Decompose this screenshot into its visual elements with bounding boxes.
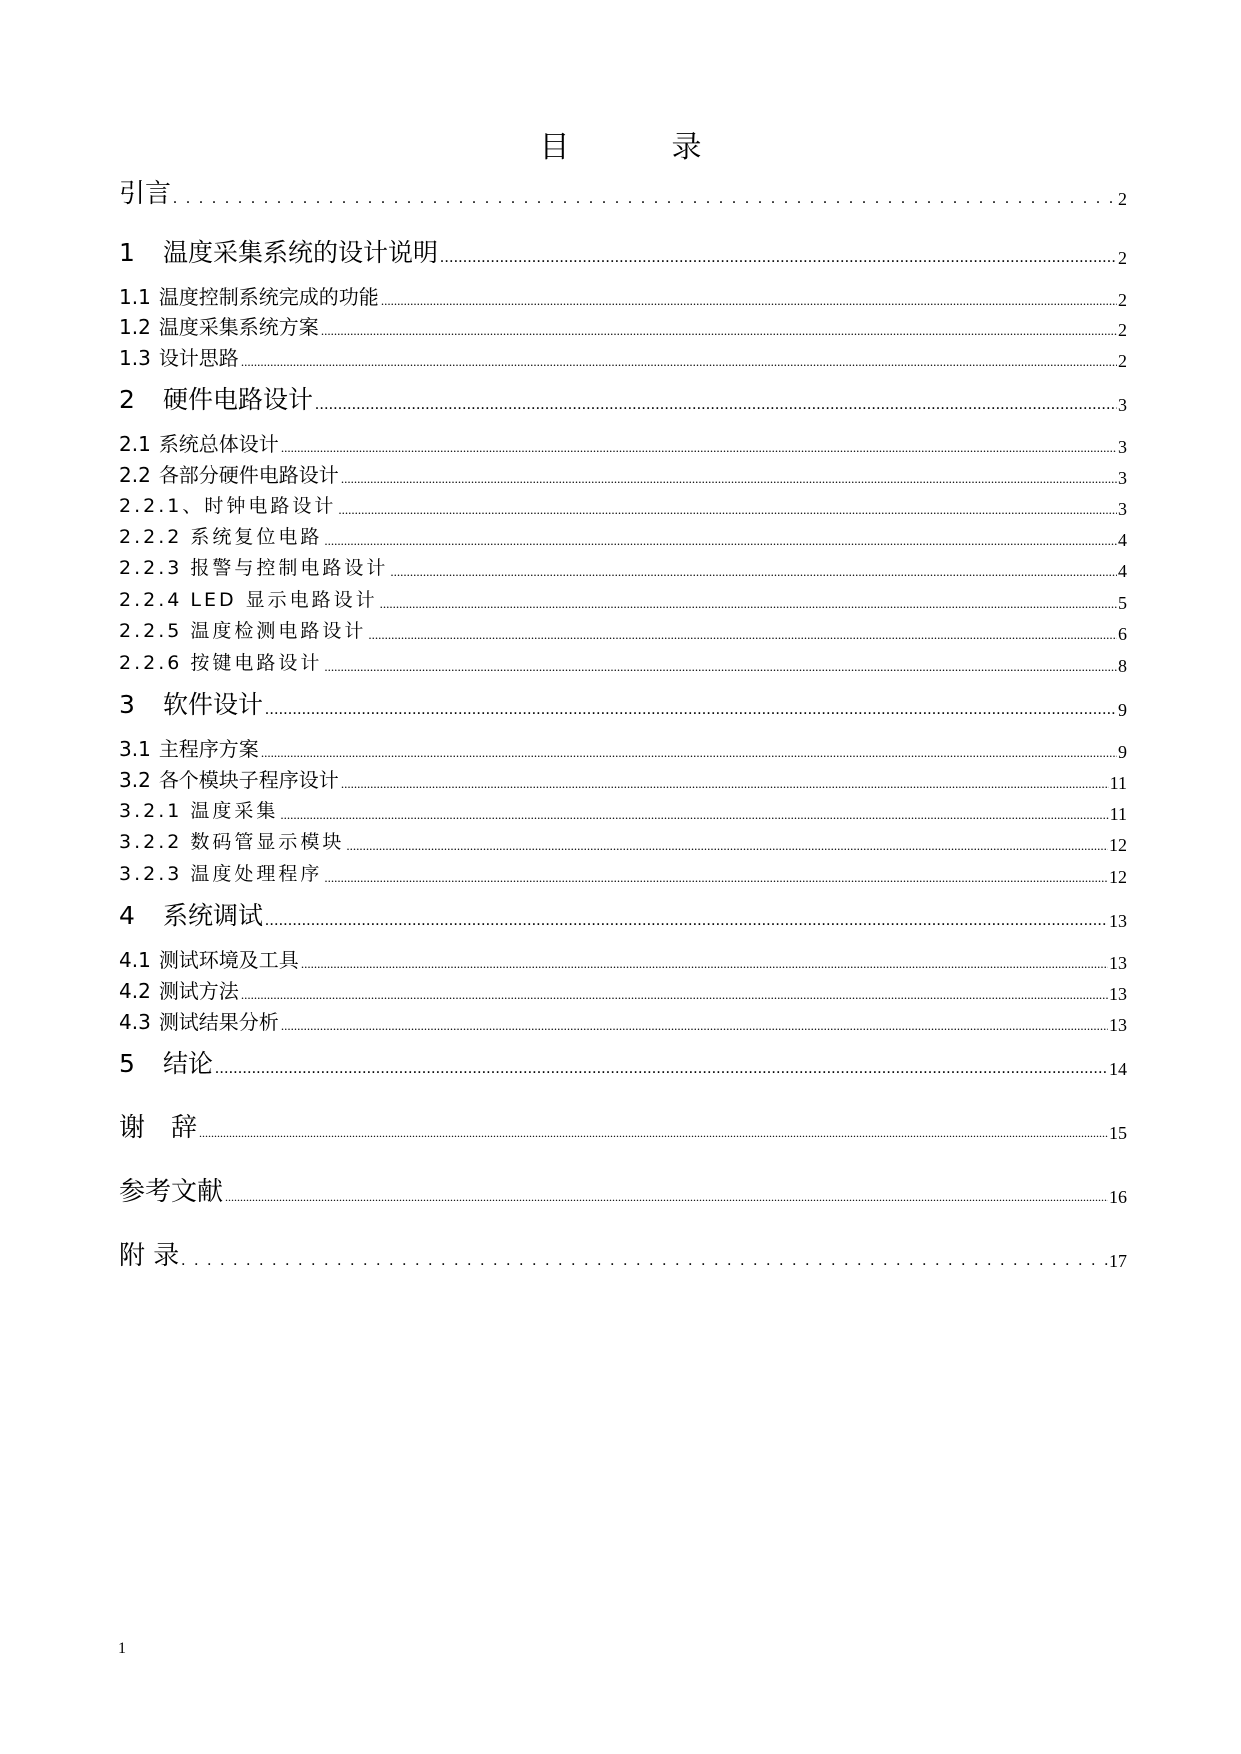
toc-leader-dots — [380, 595, 1117, 613]
toc-entry[interactable] — [119, 493, 1127, 519]
toc-entry[interactable] — [119, 1112, 1127, 1144]
toc-page-number: 2 — [1118, 248, 1127, 268]
toc-entry[interactable] — [119, 767, 1127, 793]
toc-entry[interactable] — [119, 178, 1127, 210]
toc-entry-text: LED 显示电路设计 — [190, 589, 378, 611]
toc-leader-dots — [381, 292, 1117, 310]
toc-entry-number: 3.2.2 — [119, 831, 183, 853]
toc-entry-number: 3 — [119, 690, 135, 719]
toc-leader-dots — [440, 247, 1117, 269]
toc-title: 目 录 — [539, 130, 738, 165]
toc-page-number: 13 — [1109, 953, 1127, 973]
toc-page-number: 2 — [1118, 189, 1127, 209]
toc-leader-dots — [265, 910, 1108, 932]
toc-entry-text: 系统复位电路 — [190, 526, 323, 548]
toc-entry-number: 2.2.2 — [119, 526, 183, 548]
toc-page-number: 6 — [1118, 624, 1127, 644]
toc-entry-text: 测试环境及工具 — [158, 948, 299, 972]
toc-page-number: 9 — [1118, 700, 1127, 720]
toc-entry-text: 温度采集系统方案 — [158, 315, 319, 339]
toc-leader-dots — [324, 869, 1108, 887]
toc-entry-number: 2.2 — [119, 463, 151, 487]
toc-entry-text: 温度采集 — [190, 800, 279, 822]
toc-entry[interactable] — [119, 650, 1127, 676]
toc-entry-number: 4.1 — [119, 948, 151, 972]
toc-entry[interactable] — [119, 689, 1127, 721]
toc-entry-text: 设计思路 — [158, 346, 239, 370]
toc-leader-dots — [390, 563, 1117, 581]
toc-page-number: 12 — [1109, 867, 1127, 887]
toc-page-number: 12 — [1109, 835, 1127, 855]
toc-leader-dots — [281, 1017, 1108, 1035]
toc-entry-text: 系统调试 — [163, 901, 264, 930]
toc-entry-number: 2.2.6 — [119, 652, 183, 674]
toc-entry-text: 温度检测电路设计 — [190, 620, 367, 642]
toc-entry[interactable] — [119, 618, 1127, 644]
toc-page-number: 4 — [1118, 561, 1127, 581]
toc-entry-text: 按键电路设计 — [190, 652, 323, 674]
toc-leader-dots — [346, 837, 1108, 855]
toc-entry[interactable] — [119, 314, 1127, 340]
toc-page-number: 3 — [1118, 499, 1127, 519]
toc-entry-number: 2.2.4 — [119, 589, 183, 611]
toc-page-number: 16 — [1109, 1187, 1127, 1207]
toc-leader-dots — [225, 1186, 1108, 1208]
toc-entry[interactable] — [119, 345, 1127, 371]
toc-entry[interactable] — [119, 524, 1127, 550]
toc-leader-dots — [280, 806, 1108, 824]
toc-entry-number: 5 — [119, 1049, 135, 1078]
toc-entry-number: 3.2 — [119, 768, 151, 792]
toc-page-number: 4 — [1118, 530, 1127, 550]
toc-page-number: 3 — [1118, 437, 1127, 457]
toc-page-number: 3 — [1118, 395, 1127, 415]
toc-page-number: 2 — [1118, 290, 1127, 310]
toc-leader-dots — [315, 394, 1117, 416]
toc-entry[interactable] — [119, 1240, 1127, 1272]
toc-page-number: 17 — [1109, 1251, 1127, 1271]
toc-entry-text: 结论 — [163, 1049, 214, 1078]
toc-leader-dots — [324, 532, 1117, 550]
toc-page-number: 3 — [1118, 468, 1127, 488]
toc-entry-text: 软件设计 — [163, 690, 264, 719]
toc-entry-text: 系统总体设计 — [158, 432, 279, 456]
toc-leader-dots — [301, 955, 1108, 973]
page-number-footer: 1 — [118, 1640, 126, 1657]
toc-entry[interactable] — [119, 798, 1127, 824]
toc-entry[interactable] — [119, 900, 1127, 932]
toc-leader-dots — [241, 353, 1117, 371]
toc-entry-number: 2.2.1、 — [119, 495, 205, 517]
toc-page-number: 11 — [1109, 804, 1127, 824]
toc-leader-dots — [368, 626, 1117, 644]
toc-entry-number: 2.2.5 — [119, 620, 183, 642]
toc-entry-number: 2.2.3 — [119, 557, 183, 579]
toc-entry-text: 引言 — [119, 179, 172, 209]
toc-page-number: 14 — [1109, 1059, 1127, 1079]
toc-entry[interactable] — [119, 736, 1127, 762]
toc-entry-text: 参考文献 — [119, 1177, 224, 1207]
toc-entry-text: 附 录 — [119, 1241, 180, 1271]
toc-entry[interactable] — [119, 462, 1127, 488]
toc-entry-text: 时钟电路设计 — [204, 495, 337, 517]
toc-entry[interactable] — [119, 947, 1127, 973]
toc-entry-number: 1.2 — [119, 315, 151, 339]
toc-entry-number: 3.1 — [119, 737, 151, 761]
toc-entry-number: 4 — [119, 901, 135, 930]
toc-page-number: 9 — [1118, 742, 1127, 762]
toc-entry-number: 3.2.1 — [119, 800, 183, 822]
toc-leader-dots — [241, 986, 1108, 1004]
toc-page-number: 8 — [1118, 656, 1127, 676]
toc-entry-text: 温度采集系统的设计说明 — [163, 238, 439, 267]
toc-page-number: 2 — [1118, 320, 1127, 340]
toc-entry-number: 2.1 — [119, 432, 151, 456]
toc-entry-text: 硬件电路设计 — [163, 385, 314, 414]
toc-leader-dots — [199, 1122, 1108, 1144]
toc-entry-number: 1 — [119, 238, 135, 267]
toc-entry-number: 3.2.3 — [119, 863, 183, 885]
toc-page-number: 2 — [1118, 351, 1127, 371]
toc-entry[interactable] — [119, 978, 1127, 1004]
toc-entry-text: 测试结果分析 — [158, 1010, 279, 1034]
toc-entry-text: 各部分硬件电路设计 — [158, 463, 339, 487]
toc-page-number: 13 — [1109, 984, 1127, 1004]
toc-leader-dots — [215, 1058, 1108, 1080]
toc-page-number: 15 — [1109, 1123, 1127, 1143]
toc-entry-text: 谢 辞 — [119, 1113, 198, 1143]
toc-entry[interactable] — [119, 555, 1127, 581]
toc-entry-text: 数码管显示模块 — [190, 831, 345, 853]
toc-leader-dots — [281, 439, 1117, 457]
toc-entry-text: 主程序方案 — [158, 737, 259, 761]
toc-entry[interactable] — [119, 1048, 1127, 1080]
toc-leader-dots — [181, 1250, 1108, 1272]
toc-entry-number: 1.1 — [119, 285, 151, 309]
toc-entry-number: 4.3 — [119, 1010, 151, 1034]
toc-entry-number: 1.3 — [119, 346, 151, 370]
toc-entry[interactable] — [119, 1009, 1127, 1035]
toc-leader-dots — [173, 188, 1117, 210]
toc-leader-dots — [324, 658, 1117, 676]
toc-entry[interactable] — [119, 861, 1127, 887]
toc-page-number: 11 — [1109, 773, 1127, 793]
toc-entry-number: 2 — [119, 385, 135, 414]
toc-entry-text: 温度控制系统完成的功能 — [158, 285, 379, 309]
toc-page-number: 13 — [1109, 1015, 1127, 1035]
toc-entry[interactable] — [119, 587, 1127, 613]
toc-page-number: 5 — [1118, 593, 1127, 613]
toc-leader-dots — [261, 744, 1117, 762]
toc-entry[interactable] — [119, 1176, 1127, 1208]
toc-entry-text: 各个模块子程序设计 — [158, 768, 339, 792]
toc-page-number: 13 — [1109, 911, 1127, 931]
toc-entry-number: 4.2 — [119, 979, 151, 1003]
toc-leader-dots — [321, 322, 1117, 340]
toc-leader-dots — [341, 470, 1117, 488]
toc-entry[interactable] — [119, 431, 1127, 457]
toc-entry[interactable] — [119, 384, 1127, 416]
toc-entry[interactable] — [119, 284, 1127, 310]
toc-entry[interactable] — [119, 829, 1127, 855]
toc-entry-text: 温度处理程序 — [190, 863, 323, 885]
toc-entry[interactable] — [119, 237, 1127, 269]
toc-leader-dots — [265, 699, 1117, 721]
toc-entry-text: 报警与控制电路设计 — [190, 557, 389, 579]
toc-leader-dots — [338, 501, 1117, 519]
toc-leader-dots — [341, 775, 1109, 793]
toc-entry-text: 测试方法 — [158, 979, 239, 1003]
